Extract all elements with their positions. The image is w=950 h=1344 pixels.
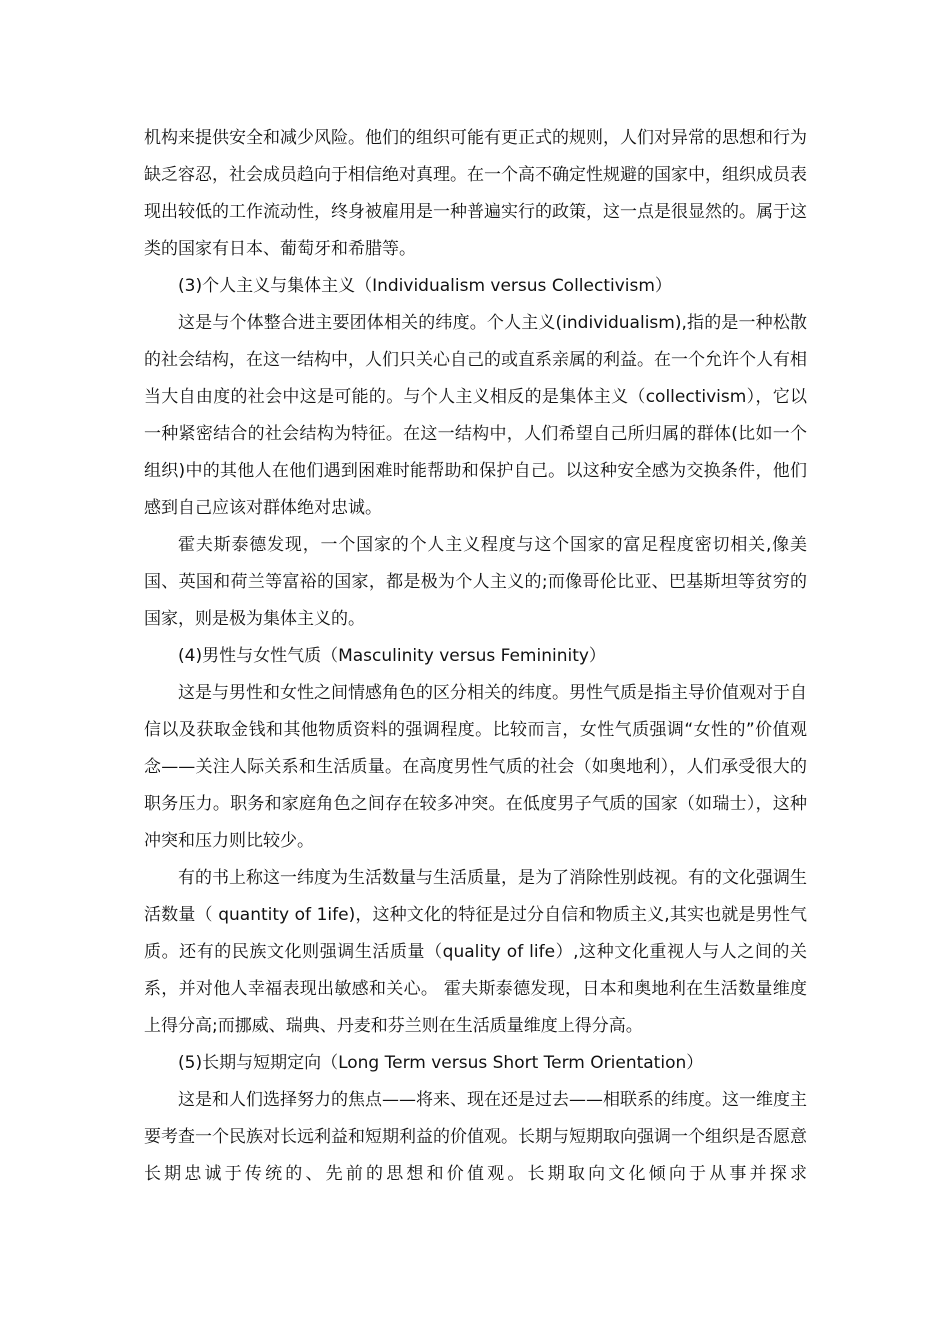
heading-individualism-collectivism: (3)个人主义与集体主义（Individualism versus Collectivism） <box>178 276 672 296</box>
heading-masculinity-femininity: (4)男性与女性气质（Masculinity versus Femininity） <box>178 646 606 666</box>
document-page <box>144 120 807 1193</box>
paragraph-individualism-definition: 这是与个体整合进主要团体相关的纬度。个人主义(individualism),指的是一种松散的社会结构，在这一结构中，人们只关心自己的或直系亲属的利益。在一个允许个人有相当大自由度的社会中这是可能的。与个人主义相反的是集体主义（collectivism），它以一种紧密结合的社会结构为特征。在这一结构中，人们希望自己所归属的群体(比如一个组织)中的其他人在他们遇到困难时能帮助和保护自己。以这种安全感为交换条件，他们感到自己应该对群体绝对忠诚。 <box>144 313 807 518</box>
paragraph-masculinity-definition: 这是与男性和女性之间情感角色的区分相关的纬度。男性气质是指主导价值观对于自信以及获取金钱和其他物质资料的强调程度。比较而言，女性气质强调“女性的”价值观念——关注人际关系和生活质量。在高度男性气质的社会（如奥地利），人们承受很大的职务压力。职务和家庭角色之间存在较多冲突。在低度男子气质的国家（如瑞士），这种冲突和压力则比较少。 <box>144 683 807 851</box>
paragraph-hofstede-individualism-findings: 霍夫斯泰德发现，一个国家的个人主义程度与这个国家的富足程度密切相关,像美国、英国和荷兰等富裕的国家，都是极为个人主义的;而像哥伦比亚、巴基斯坦等贫穷的国家，则是极为集体主义的。 <box>144 535 807 629</box>
paragraph-long-term-orientation-definition: 这是和人们选择努力的焦点——将来、现在还是过去——相联系的纬度。这一维度主要考查一个民族对长远利益和短期利益的价值观。长期与短期取向强调一个组织是否愿意长期忠诚于传统的、先前的思想和价值观。长期取向文化倾向于从事并探求 <box>144 1090 807 1184</box>
paragraph-uncertainty-avoidance-end: 机构来提供安全和减少风险。他们的组织可能有更正式的规则，人们对异常的思想和行为缺乏容忍，社会成员趋向于相信绝对真理。在一个高不确定性规避的国家中，组织成员表现出较低的工作流动性，终身被雇用是一种普遍实行的政策，这一点是很显然的。属于这类的国家有日本、葡萄牙和希腊等。 <box>144 128 807 259</box>
heading-long-short-term-orientation: (5)长期与短期定向（Long Term versus Short Term Orientation） <box>178 1053 704 1073</box>
paragraph-quantity-quality-of-life: 有的书上称这一纬度为生活数量与生活质量，是为了消除性别歧视。有的文化强调生活数量（ quantity of 1ife)，这种文化的特征是过分自信和物质主义,其实也就是男性气质。还有的民族文化则强调生活质量（quality of life）,这种文化重视人与人之间的关系，并对他人幸福表现出敏感和关心。 霍夫斯泰德发现，日本和奥地利在生活数量维度上得分高;而挪威、瑞典、丹麦和芬兰则在生活质量维度上得分高。 <box>144 868 807 1036</box>
